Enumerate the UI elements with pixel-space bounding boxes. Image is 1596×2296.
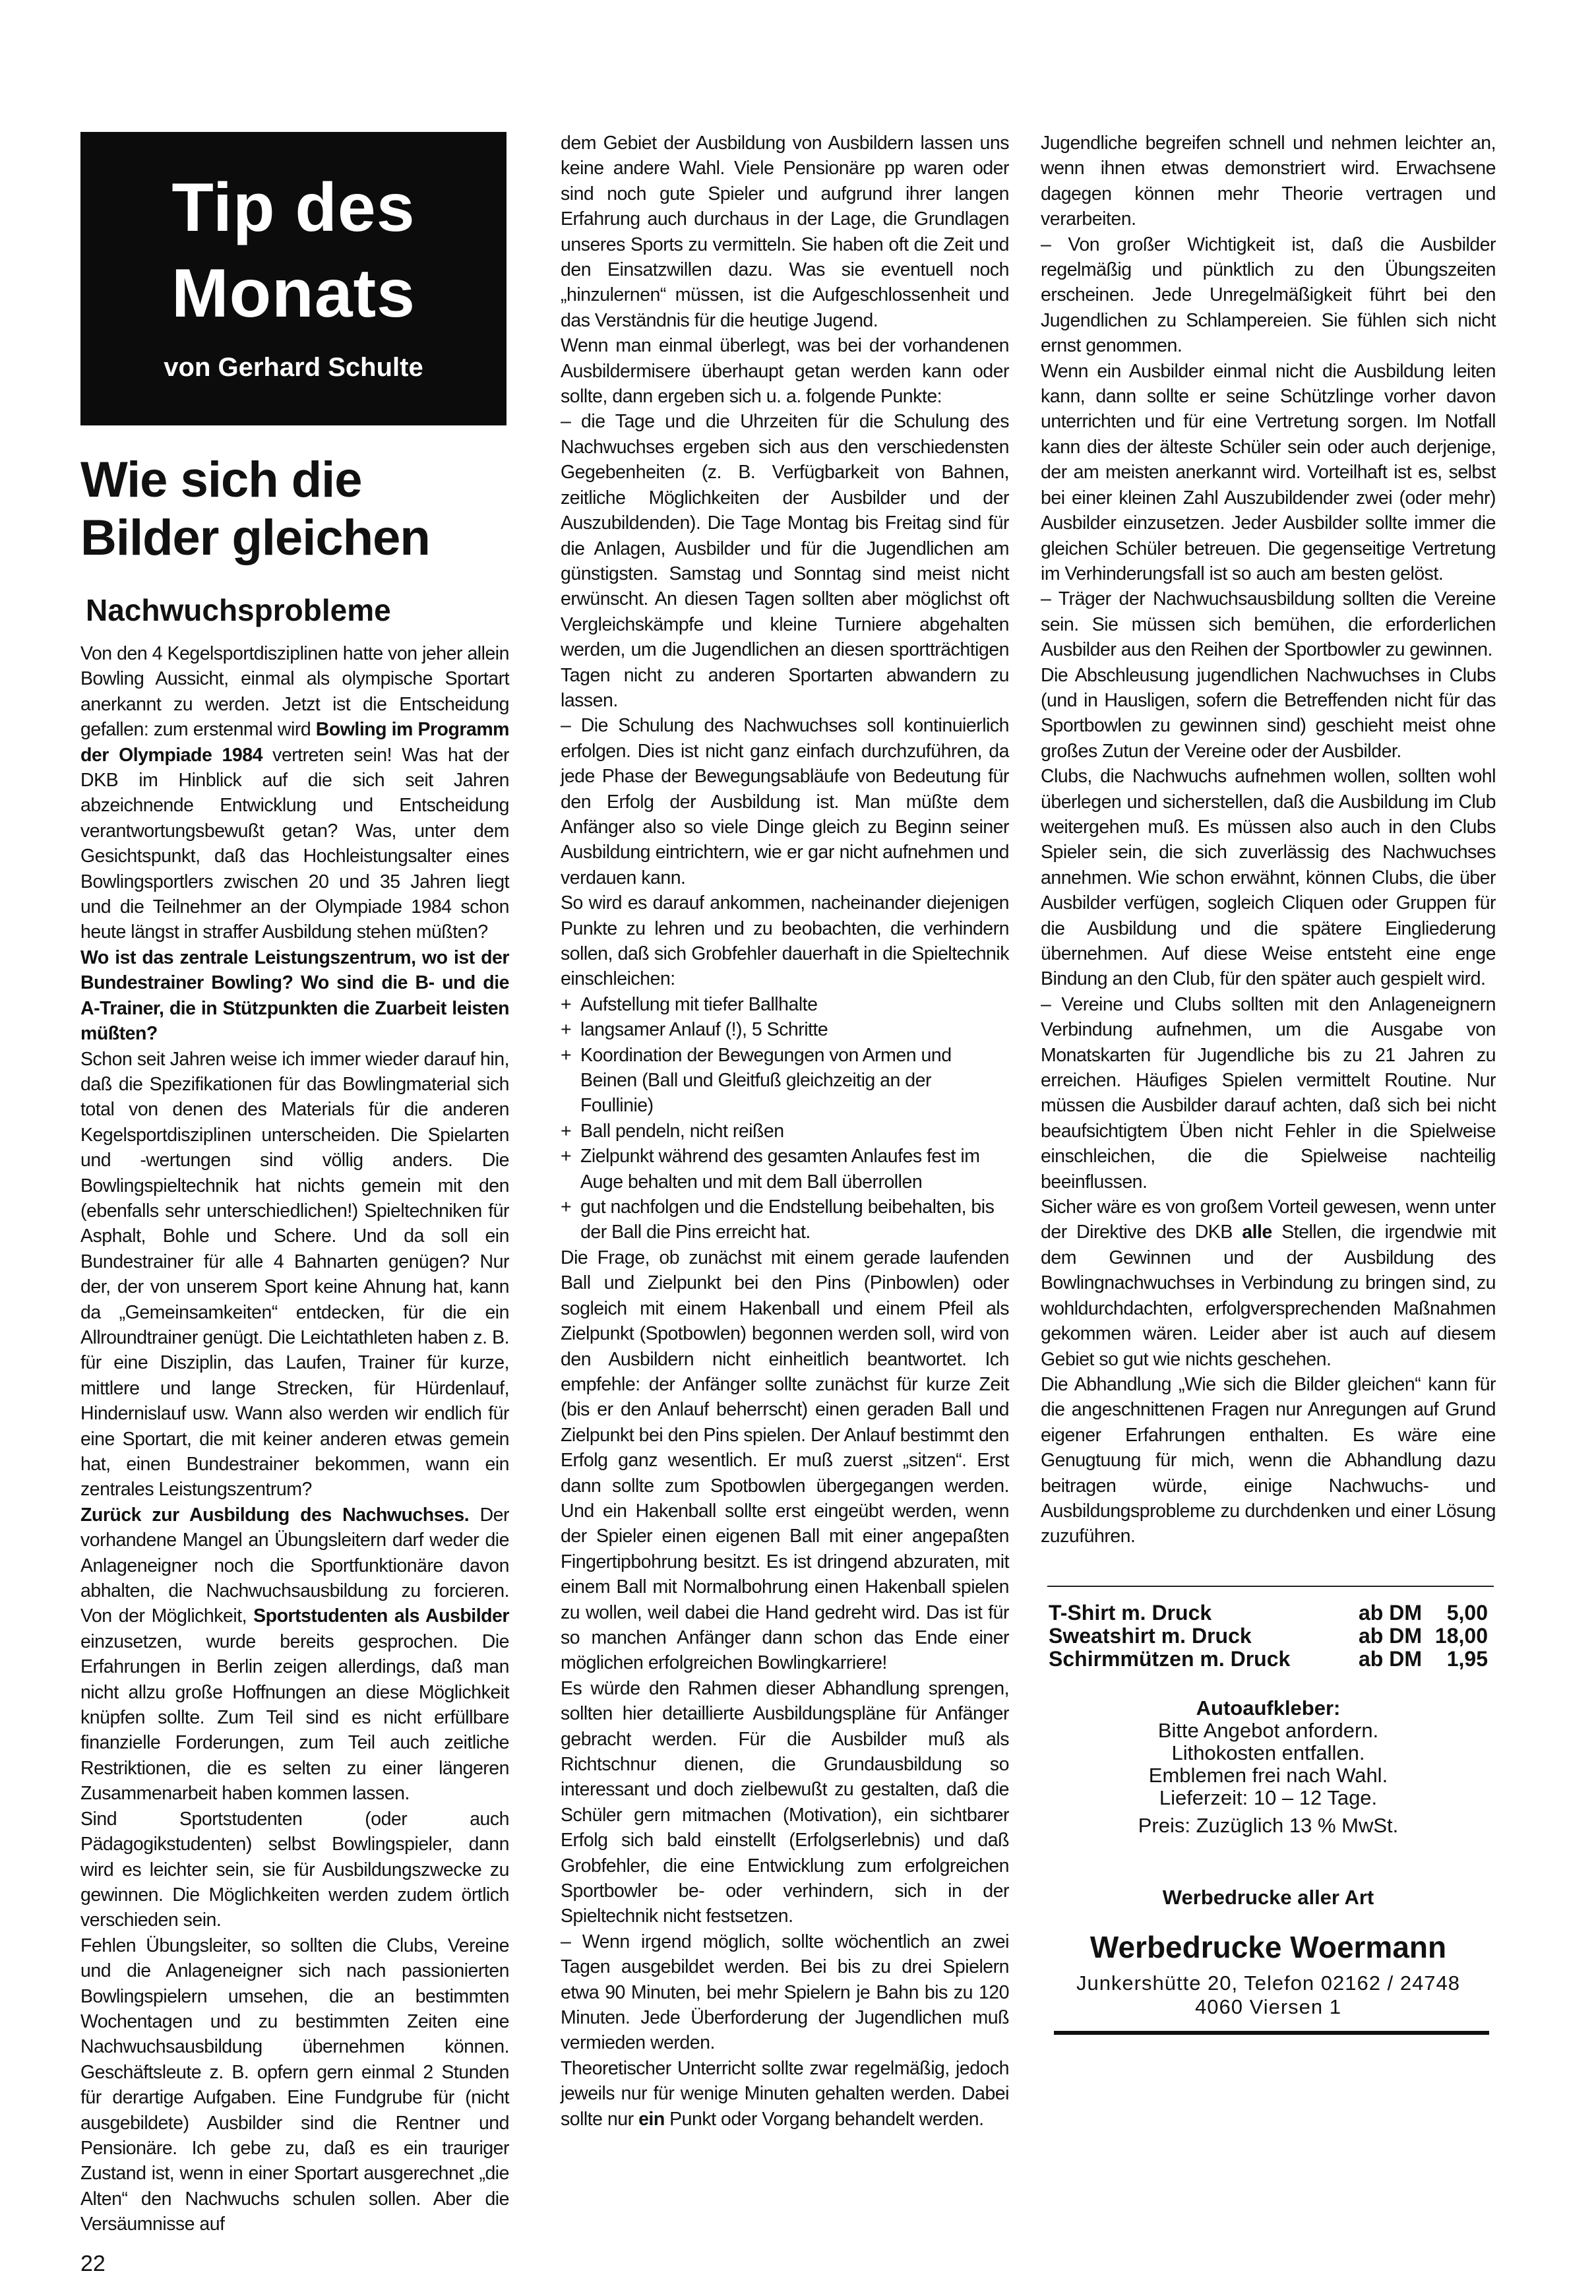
text-run: Sicher wäre es von großem Vorteil gewesen, wenn unter der Direktive des DKB [1041, 1196, 1496, 1243]
list-marker: + [561, 1120, 572, 1142]
ad-bottom-bar [1054, 2031, 1489, 2035]
list-item-text: Zielpunkt während des gesamten Anlaufes fest im Auge behalten und mit dem Ball überrollen [580, 1146, 980, 1193]
article-column-3 [1041, 131, 1496, 1549]
text-run: Sind Sportstudenten (oder auch Pädagogikstudenten) selbst Bowlingspieler, dann wird es leichter sein, sie für Ausbildungszwecke zu gewinnen. Die Möglichkeiten werden zudem örtlich verschieden sein. [80, 1808, 509, 1931]
price-value: 5,00 [1446, 1601, 1488, 1625]
page-number: 22 [80, 2251, 106, 2276]
company-address [1041, 1971, 1496, 2019]
text-run: – Wenn irgend möglich, sollte wöchentlich an zwei Tagen ausgebildet werden. Bei bis zu drei Spielern etwa 90 Minuten, bei mehr Spielern je Bahn bis zu 120 Minuten. Jede Überforderung der Jugendlichen muß vermieden werden. [561, 1931, 1009, 2054]
advertisement [1041, 1586, 1496, 2035]
article-headline [80, 451, 542, 567]
text-run: Die Frage, ob zunächst mit einem gerade laufenden Ball und Zielpunkt bei den Pins (Pinbowlen) oder sogleich mit einem Hakenball und einem Pfeil als Zielpunkt (Spotbowlen) begonnen werden soll, wird von den Ausbildern nicht einheitlich beantwortet. Ich empfehle: der Anfänger sollte zunächst für kurze Zeit (bis er den Anlauf beherrscht) einen geraden Ball und Zielpunkt bei den Pins spielen. Der Anlauf bestimmt den Erfolg ganz wesentlich. Er muß zuerst „sitzen“. Erst dann sollte zum Spotbowlen übergegangen werden. Und ein Hakenball sollte erst eingeübt werden, wenn der Spieler einen eigenen Ball mit einer angepaßten Fingertipbohrung besitzt. Es ist dringend abzuraten, mit einem Ball mit Normalbohrung einen Hakenball spielen zu wollen, weil dabei die Hand gedreht wird. Das ist für so manchen Anfänger dann schon das Ende einer möglichen erfolgreichen Bowlingkarriere! [561, 1247, 1009, 1674]
paragraph [1041, 663, 1496, 764]
text-run: Die Abschleusung jugendlichen Nachwuchses in Clubs (und in Hausligen, sofern die Betreffenden nicht für das Sportbowlen zu gewinnen sind) geschieht meist ohne großes Zutun der Vereine oder der Ausbilder. [1041, 664, 1496, 762]
list-item [561, 1144, 1009, 1195]
bold-text-run: Sportstudenten als Ausbilder [253, 1605, 509, 1627]
paragraph [80, 1807, 509, 1933]
ad-tagline: Werbedrucke aller Art [1162, 1886, 1374, 1909]
text-run: vertreten sein! Was hat der DKB im Hinblick auf die sich seit Jahren abzeichnende Entwicklung und Entscheidung verantwortungsbewußt getan? Was, unter dem Gesichtspunkt, daß das Hochleistungsalter eines Bowlingsportlers zwischen 20 und 35 Jahren liegt und die Teilnehmer an der Olympiade 1984 schon heute längst in straffer Ausbildung stehen müßten? [80, 744, 510, 943]
list-item-text: Aufstellung mit tiefer Ballhalte [580, 993, 818, 1015]
price-item: Sweatshirt m. Druck [1049, 1624, 1252, 1648]
list-item-text: gut nachfolgen und die Endstellung beibehalten, bis der Ball die Pins erreicht hat. [580, 1196, 995, 1243]
box-title-line2: Monats [171, 255, 415, 332]
list-item-text: langsamer Anlauf (!), 5 Schritte [580, 1019, 828, 1041]
paragraph [1041, 586, 1496, 662]
address-line: Junkershütte 20, Telefon 02162 / 24748 [1076, 1971, 1461, 1995]
sticker-line: Lithokosten entfallen. [1171, 1741, 1365, 1764]
sticker-line: Emblemen frei nach Wahl. [1148, 1764, 1388, 1787]
bold-text-run: alle [1242, 1222, 1272, 1243]
paragraph [1041, 1195, 1496, 1372]
text-run: Fehlen Übungsleiter, so sollten die Clubs, Vereine und die Anlageneigner sich nach passionierten Bowlingspielern umsehen, die an bestimmten Wochentagen und zu bestimmten Zeiten eine Nachwuchsausbildung übernehmen können. Geschäftsleute z. B. opfern gern einmal 2 Stunden für derartige Aufgaben. Eine Fundgrube für (nicht ausgebildete) Ausbilder sind die Rentner und Pensionäre. Ich gebe zu, daß es ein trauriger Zustand ist, wenn in einer Sportart ausgerechnet „die Alten“ den Nachwuchs schulen sollen. Aber die Versäumnisse auf [80, 1935, 509, 2235]
text-run: Schon seit Jahren weise ich immer wieder darauf hin, daß die Spezifikationen für das Bowlingmaterial sich total von denen des Materials für die anderen Kegelsportdisziplinen unterscheiden. Die Spielarten und -wertungen sind völlig anders. Die Bowlingspieltechnik hat nichts gemein mit den (ebenfalls sehr unterschiedlichen!) Spieltechniken für Asphalt, Bohle und Schere. Und da soll ein Bundestrainer für alle 4 Bahnarten genügen? Nur der, der von unserem Sport keine Ahnung hat, kann da „Gemeinsamkeiten“ entdecken, für die ein Allroundtrainer genügt. Die Leichtathleten haben z. B. für eine Disziplin, das Laufen, Trainer für kurze, mittlere und lange Strecken, für Hürdenlauf, Hindernislauf usw. Wann also werden wir endlich für eine Sportart, die mit keiner anderen etwas gemein hat, einen Bundestrainer bekommen, wann ein zentrales Leistungszentrum? [80, 1048, 509, 1501]
paragraph [1041, 1372, 1496, 1549]
text-run: Jugendliche begreifen schnell und nehmen leichter an, wenn ihnen etwas demonstriert wird. Erwachsene dagegen können mehr Theorie vertragen und verarbeiten. [1041, 133, 1496, 230]
price-note: Preis: Zuzüglich 13 % MwSt. [1138, 1814, 1399, 1837]
ad-price-list [1049, 1601, 1488, 1671]
bold-text-run: Bowling im Programm der Olympiade 1984 [80, 719, 509, 766]
paragraph [80, 1047, 509, 1503]
sticker-heading: Autoaufkleber: [1196, 1696, 1341, 1720]
box-title-line1: Tip des [171, 170, 415, 246]
text-run: Punkt oder Vorgang behandelt werden. [664, 2108, 984, 2130]
text-run: – Träger der Nachwuchsausbildung sollten die Vereine sein. Sie müssen sich bemühen, die erforderlichen Ausbilder aus den Reihen der Sportbowler zu gewinnen. [1041, 588, 1496, 661]
text-run: Die Abhandlung „Wie sich die Bilder gleichen“ kann für die angeschnittenen Fragen nur Anregungen auf Grund eigener Erfahrungen enthalten. Es wäre eine Genugtuung für mich, wenn die Abhandlung dazu beitragen würde, einige Nachwuchs- und Ausbildungsprobleme zu durchdenken und einer Lösung zuzuführen. [1041, 1373, 1496, 1547]
price-prefix: ab DM [1359, 1601, 1422, 1625]
text-run: – Die Schulung des Nachwuchses soll kontinuierlich erfolgen. Dies ist nicht ganz einfach durchzuführen, da jede Phase der Bewegungsabläufe von Bedeutung für den Erfolg der Ausbildung ist. Man müßte dem Anfänger also so viele Dinge gleich zu Beginn seiner Ausbildung eintrichtern, wie er gar nicht aufnehmen und verdauen kann. [561, 715, 1009, 888]
company-name: Werbedrucke Woermann [1090, 1930, 1447, 1964]
bold-text-run: ein [638, 2108, 665, 2130]
price-row [1049, 1625, 1488, 1648]
text-run: – Vereine und Clubs sollten mit den Anlageneignern Verbindung aufnehmen, um die Ausgabe von Monatskarten für Jugendliche bis zu 21 Jahren zu erreichen. Häufiges Spielen vermittelt Routine. Nur müssen die Ausbilder darauf achten, daß sich bei nicht beaufsichtigtem Üben nicht Fehler in die Spielweise einschleichen, die die Spielweise nachteilig beeinflussen. [1041, 993, 1496, 1193]
price-item: T-Shirt m. Druck [1049, 1601, 1212, 1625]
text-run: Wenn ein Ausbilder einmal nicht die Ausbildung leiten kann, dann sollte er seine Schützlinge vorher davon unterrichten und für eine Vertretung sorgen. Im Notfall kann dies der älteste Schüler sein oder auch derjenige, der am meisten anerkannt wird. Vorteilhaft ist es, selbst bei einer kleinen Zahl Auszubildender zwei (oder mehr) Ausbilder einzusetzen. Jeder Ausbilder sollte immer die gleichen Schüler betreuen. Die gegenseitige Vertretung im Verhinderungsfall ist so auch am besten gelöst. [1041, 360, 1496, 584]
text-run: Von den 4 Kegelsportdisziplinen hatte von jeher allein Bowling Aussicht, einmal als olympische Sportart anerkannt zu werden. Jetzt ist die Entscheidung gefallen: zum erstenmal wird [80, 643, 509, 741]
paragraph [561, 131, 1009, 333]
list-marker: + [561, 1146, 572, 1167]
headline-line1: Wie sich die [80, 452, 362, 508]
article-column-2 [561, 131, 1009, 2132]
text-run: – die Tage und die Uhrzeiten für die Schulung des Nachwuchses ergeben sich aus den verschiedensten Gegebenheiten (z. B. Verfügbarkeit von Bahnen, zeitliche Möglichkeiten der Ausbilder und der Auszubildenden). Die Tage Montag bis Freitag sind für die Anlagen, Ausbilder und für die Jugendlichen am günstigsten. Samstag und Sonntag sind meist nicht erwünscht. An diesen Tagen sollten aber möglichst oft Vergleichskämpfe und kleine Turniere abgehalten werden, um die Jugendlichen an diesen sportträchtigen Tagen nicht zu anderen Sportarten abwandern zu lassen. [561, 411, 1009, 711]
price-row [1049, 1648, 1488, 1671]
text-run: einzusetzen, wurde bereits gesprochen. Die Erfahrungen in Berlin zeigen allerdings, daß man nicht allzu große Hoffnungen an diese Möglichkeit knüpfen sollte. Zum Teil sind es nicht erfüllbare finanzielle Forderungen, zum Teil auch zeitliche Restriktionen, die es selten zu einer längeren Zusammenarbeit haben kommen lassen. [80, 1630, 509, 1805]
list-item-text: Ball pendeln, nicht reißen [580, 1120, 784, 1142]
paragraph [561, 409, 1009, 713]
price-row [1049, 1601, 1488, 1625]
paragraph [1041, 359, 1496, 587]
price-prefix: ab DM [1359, 1624, 1422, 1648]
text-run: Es würde den Rahmen dieser Abhandlung sprengen, sollten hier detaillierte Ausbildungspläne für Anfänger gebracht werden. Für die Ausbilder muß als Richtschnur dienen, die Grundausbildung so interessant und doch zielbewußt zu gestalten, daß die Schüler gern mitmachen (Motivation), ein sichtbarer Erfolg sich bald einstellt (Erfolgserlebnis) und daß Grobfehler, die eine Entwicklung zum erfolgreichen Sportbowler be- oder verhindern, sich in der Spieltechnik nicht festsetzen. [561, 1677, 1009, 1927]
list-item [561, 1017, 1009, 1042]
text-run: Stellen, die irgendwie mit dem Gewinnen und der Ausbildung des Bowlingnachwuchses in Verbindung zu bringen sind, zu wohldurchdachten, erfolgversprechenden Maßnahmen gekommen wären. Leider aber ist auch auf diesem Gebiet so gut wie nichts geschehen. [1041, 1222, 1496, 1370]
paragraph [1041, 131, 1496, 232]
price-value: 1,95 [1446, 1647, 1488, 1671]
list-item [561, 1119, 1009, 1144]
paragraph [80, 641, 509, 945]
price-item: Schirmmützen m. Druck [1049, 1647, 1291, 1671]
list-item [561, 1043, 1009, 1119]
text-run: Wenn man einmal überlegt, was bei der vorhandenen Ausbildermisere überhaupt getan werden kann oder sollte, dann ergeben sich u. a. folgende Punkte: [561, 335, 1009, 408]
list-marker: + [561, 1044, 572, 1066]
paragraph [1041, 992, 1496, 1195]
paragraph [561, 1245, 1009, 1676]
text-run: Theoretischer Unterricht sollte zwar regelmäßig, jedoch jeweils nur für wenige Minuten gehalten werden. Dabei sollte nur [561, 2057, 1009, 2130]
address-line: 4060 Viersen 1 [1195, 1995, 1341, 2018]
paragraph [561, 713, 1009, 890]
sticker-line: Bitte Angebot anfordern. [1157, 1719, 1379, 1742]
paragraph [561, 2056, 1009, 2132]
paragraph [80, 1933, 509, 2237]
sticker-line: Lieferzeit: 10 – 12 Tage. [1159, 1786, 1378, 1809]
sticker-offer [1041, 1697, 1496, 1837]
article-subheading: Nachwuchsprobleme [86, 593, 391, 627]
paragraph [80, 945, 509, 1047]
paragraph [561, 890, 1009, 992]
paragraph [80, 1503, 509, 1807]
paragraph [561, 1929, 1009, 2056]
tip-des-monats-box [80, 132, 506, 425]
price-value: 18,00 [1434, 1624, 1488, 1648]
article-column-1 [80, 641, 509, 2237]
list-marker: + [561, 993, 572, 1015]
list-item [561, 992, 1009, 1017]
byline: von Gerhard Schulte [164, 353, 423, 382]
text-run: dem Gebiet der Ausbildung von Ausbildern lassen uns keine andere Wahl. Viele Pensionäre pp waren oder sind noch gute Spieler und aufgrund ihrer langen Erfahrung auch durchaus in der Lage, die Grundlagen unseres Sports zu vermitteln. Sie haben oft die Zeit und den Einsatzwillen dazu. Was sie eventuell noch „hinzulernen“ müssen, ist die Aufgeschlossenheit und das Verständnis für die heutige Jugend. [561, 133, 1009, 331]
ad-divider [1047, 1586, 1494, 1587]
bold-text-run: Zurück zur Ausbildung des Nachwuchses. [80, 1504, 470, 1526]
price-prefix: ab DM [1359, 1647, 1422, 1671]
paragraph [561, 333, 1009, 409]
text-run: Der vorhandene Mangel an Übungsleitern darf weder die Anlageneigner noch die Sportfunktionäre davon abhalten, die Nachwuchsausbildung zu forcieren. Von der Möglichkeit, [80, 1504, 510, 1627]
headline-line2: Bilder gleichen [80, 510, 430, 566]
list-item-text: Koordination der Bewegungen von Armen und Beinen (Ball und Gleitfuß gleichzeitig an der Foullinie) [580, 1044, 952, 1117]
text-run: Clubs, die Nachwuchs aufnehmen wollen, sollten wohl überlegen und sicherstellen, daß die Ausbildung im Club weitergehen muß. Es müssen also auch in den Clubs Spieler sein, die sich zuverlässig des Nachwuchses annehmen. Wie schon erwähnt, können Clubs, die über Ausbilder verfügen, sogleich Cliquen oder Gruppen für die Ausbildung und die spätere Eingliederung übernehmen. Auf diese Weise entsteht eine enge Bindung an den Club, für den später auch gespielt wird. [1041, 766, 1496, 990]
text-run: So wird es darauf ankommen, nacheinander diejenigen Punkte zu lehren und zu beobachten, die verhindern sollen, daß sich Grobfehler dauerhaft in die Spieltechnik einschleichen: [561, 892, 1009, 990]
paragraph [1041, 764, 1496, 992]
paragraph [561, 1676, 1009, 1929]
text-run: – Von großer Wichtigkeit ist, daß die Ausbilder regelmäßig und pünktlich zu den Übungszeiten erscheinen. Jede Unregelmäßigkeit führt bei den Jugendlichen zu Schlampereien. Sie fühlen sich nicht ernst genommen. [1041, 233, 1496, 357]
list-marker: + [561, 1196, 572, 1218]
list-item [561, 1195, 1009, 1245]
paragraph [1041, 232, 1496, 359]
bold-text-run: Wo ist das zentrale Leistungszentrum, wo ist der Bundestrainer Bowling? Wo sind die B- und die A-Trainer, die in Stützpunkten die Zuarbeit leisten müßten? [80, 946, 509, 1045]
list-marker: + [561, 1019, 572, 1041]
